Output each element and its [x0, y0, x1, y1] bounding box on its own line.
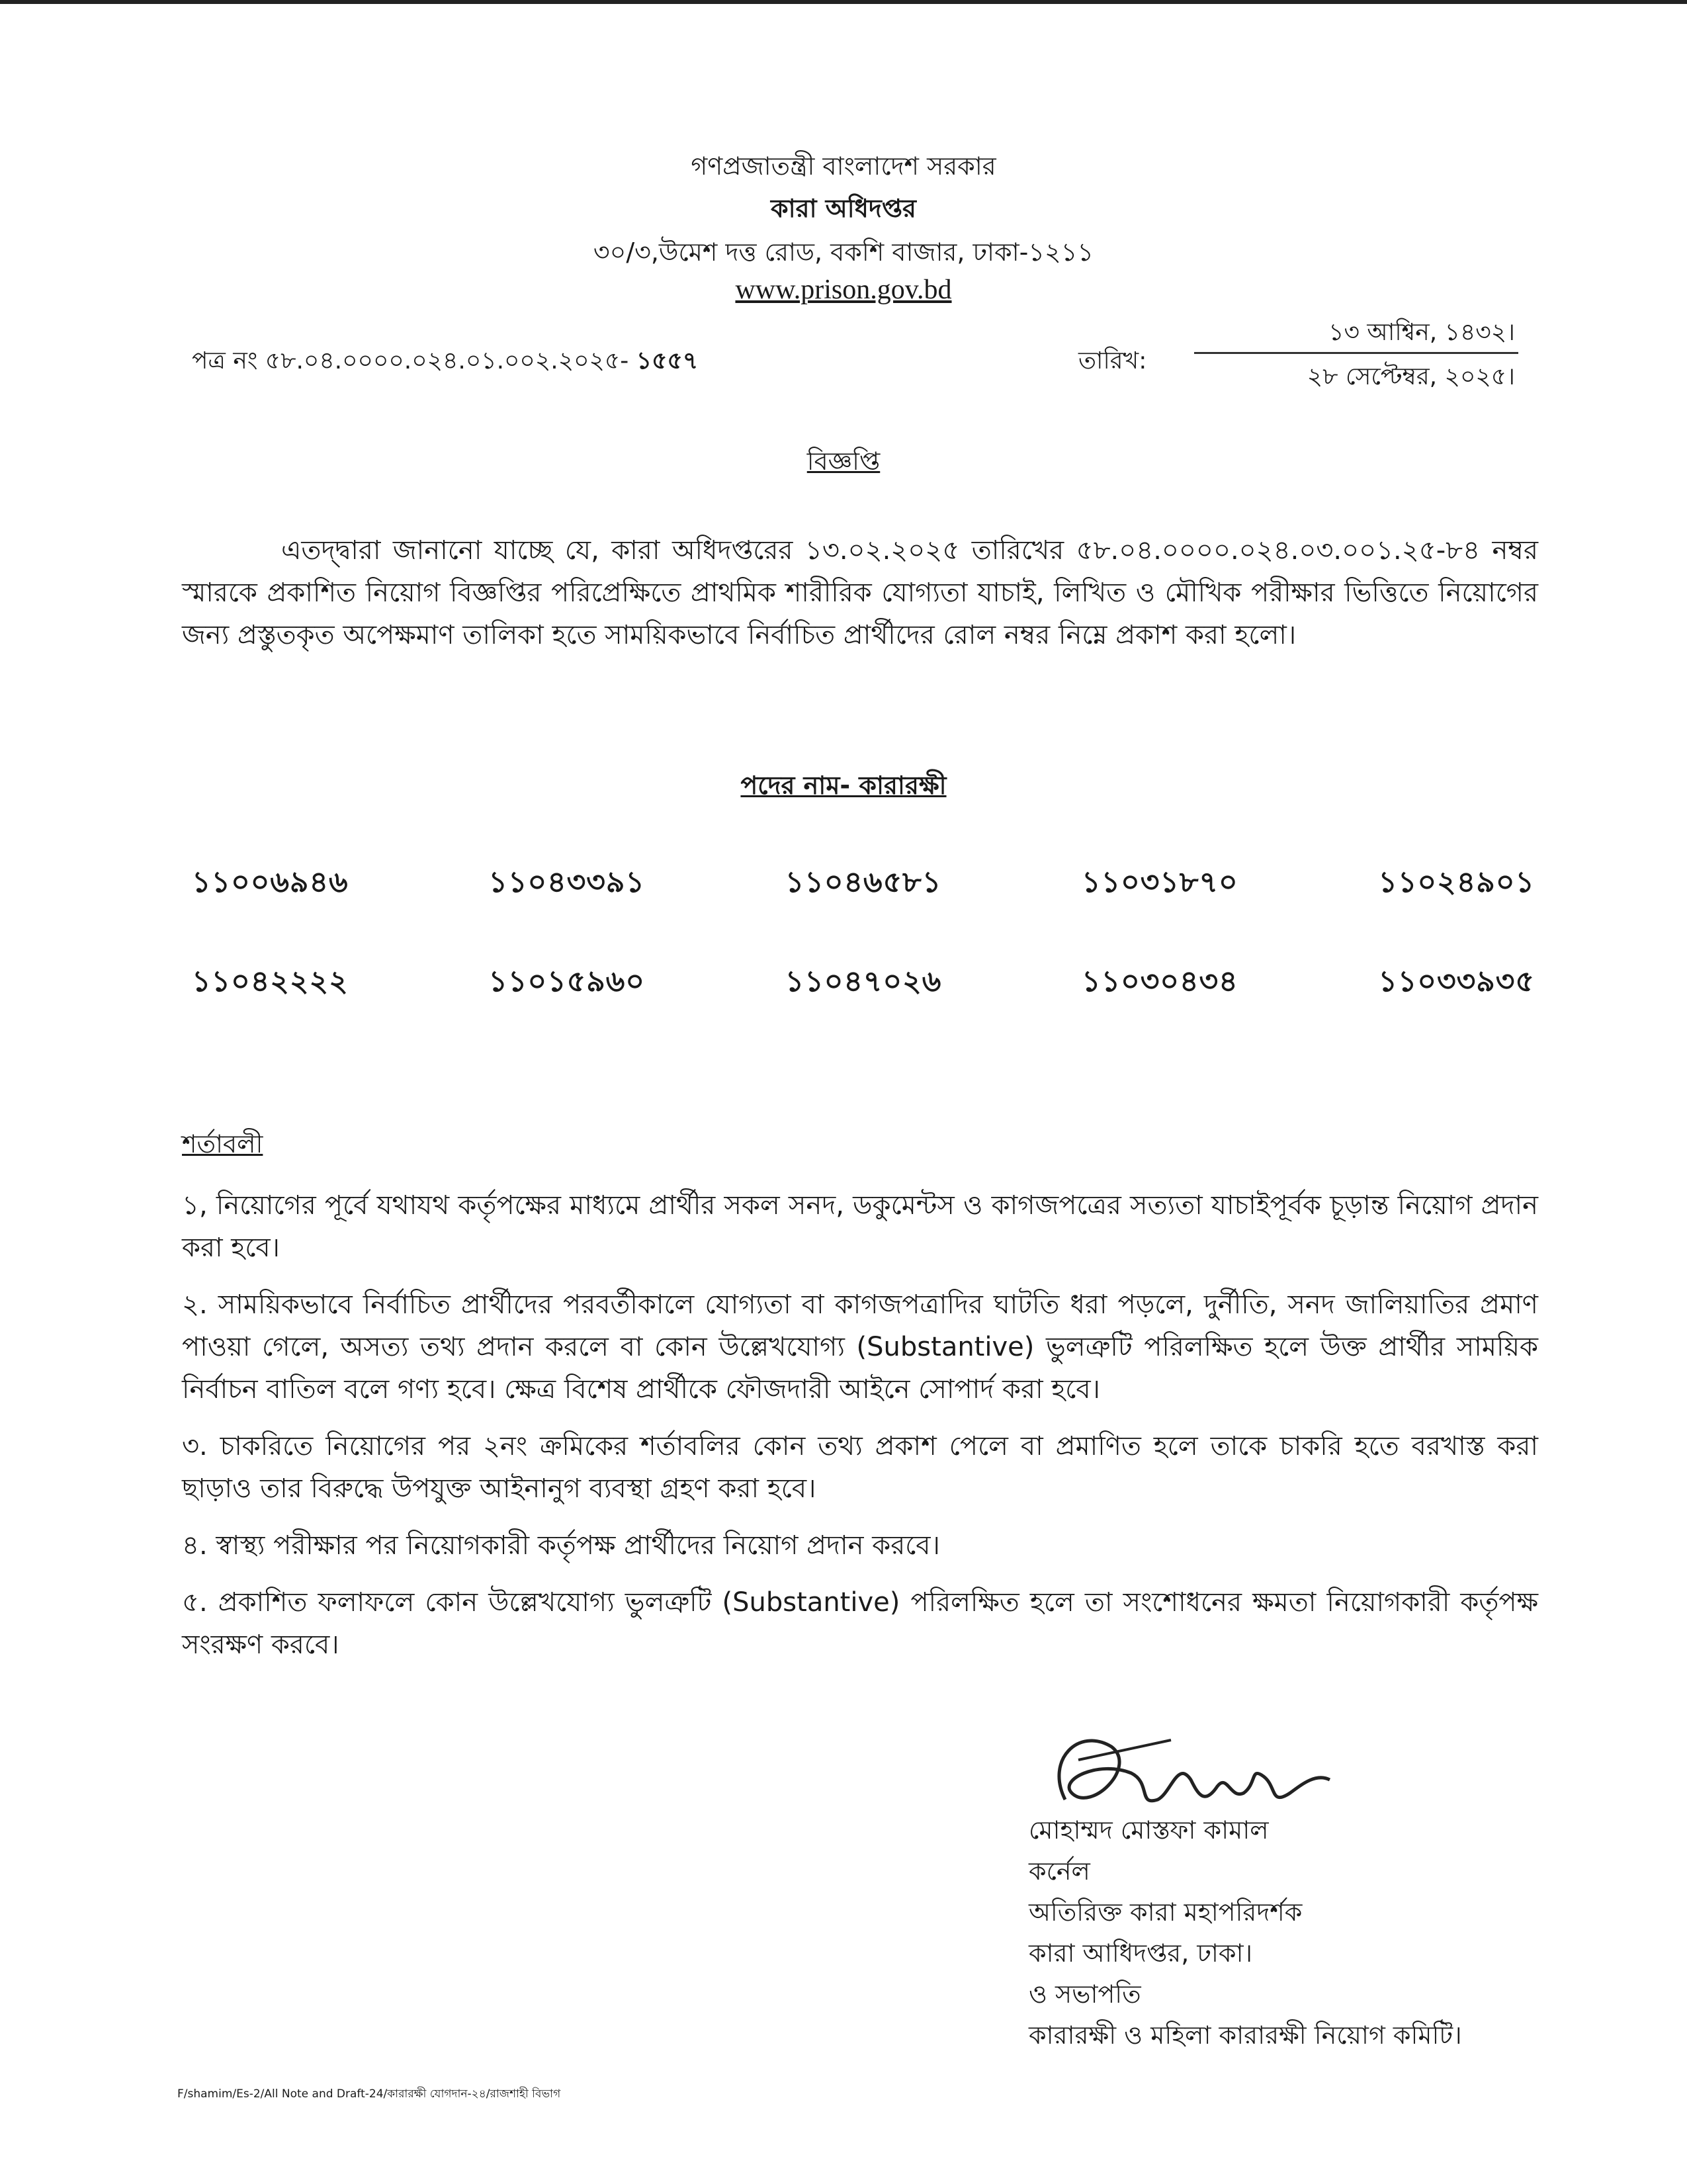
roll-number: ১১০৩৩৯৩৫: [1378, 965, 1535, 998]
condition-item: ১, নিয়োগের পূর্বে যথাযথ কর্তৃপক্ষের মাধ্যমে প্রার্থীর সকল সনদ, ডকুমেন্টস ও কাগজপত্রের সত্যতা যাচাইপূর্বক চূড়ান্ত নিয়োগ প্রদান করা হবে।: [182, 1190, 1538, 1263]
signatory-designation: অতিরিক্ত কারা মহাপরিদর্শক: [1029, 1898, 1303, 1927]
roll-number-table: [192, 860, 1535, 1008]
signatory-rank: কর্নেল: [1029, 1856, 1090, 1886]
condition-item: ২. সাময়িকভাবে নির্বাচিত প্রার্থীদের পরবর্তীকালে যোগ্যতা বা কাগজপত্রাদির ঘাটতি ধরা পড়লে, দুর্নীতি, সনদ জালিয়াতির প্রমাণ পাওয়া গেলে, অসত্য তথ্য প্রদান করলে বা কোন উল্লেখযোগ্য (Substantive) ভুলত্রুটি পরিলক্ষিত হলে উক্ত প্রার্থীর সাময়িক নির্বাচন বাতিল বলে গণ্য হবে। ক্ষেত্র বিশেষ প্রার্থীকে ফৌজদারী আইনে সোপার্দ করা হবে।: [182, 1289, 1538, 1405]
roll-number: ১১০০৬৯৪৬: [192, 865, 349, 899]
conditions-list: [182, 1184, 1538, 1681]
scan-edge: [0, 0, 1687, 4]
post-title: পদের নাম- কারারক্ষী: [740, 771, 947, 800]
reference-number: [192, 343, 698, 382]
signatory-office: কারা আধিদপ্তর, ঢাকা।: [1029, 1939, 1253, 1968]
roll-number: ১১০২৪৯০১: [1378, 865, 1535, 899]
date-divider: [1194, 352, 1518, 354]
notice-intro: এতদ্দ্বারা জানানো যাচ্ছে যে, কারা অধিদপ্তরের ১৩.০২.২০২৫ তারিখের ৫৮.০৪.০০০০.০২৪.০৩.০০১.২৫-৮৪ নম্বর স্মারকে প্রকাশিত নিয়োগ বিজ্ঞপ্তির পরিপ্রেক্ষিতে প্রাথমিক শারীরিক যোগ্যতা যাচাই, লিখিত ও মৌখিক পরীক্ষার ভিত্তিতে নিয়োগের জন্য প্রস্তুতকৃত অপেক্ষমাণ তালিকা হতে সাময়িকভাবে নির্বাচিত প্রার্থীদের রোল নম্বর নিম্নে প্রকাশ করা হলো।: [182, 535, 1538, 650]
government-name: গণপ্রজাতন্ত্রী বাংলাদেশ সরকার: [691, 152, 996, 181]
notice-title: বিজ্ঞপ্তি: [806, 447, 881, 476]
roll-number: ১১০৩১৮৭০: [1082, 865, 1238, 899]
condition-item: ৫. প্রকাশিত ফলাফলে কোন উল্লেখযোগ্য ভুলত্রুটি (Substantive) পরিলক্ষিত হলে তা সংশোধনের ক্ষমতা নিয়োগকারী কর্তৃপক্ষ সংরক্ষণ করবে।: [182, 1587, 1538, 1660]
condition-item: ৩. চাকরিতে নিয়োগের পর ২নং ক্রমিকের শর্তাবলির কোন তথ্য প্রকাশ পেলে বা প্রমাণিত হলে তাকে চাকরি হতে বরখাস্ত করা ছাড়াও তার বিরুদ্ধে উপযুক্ত আইনানুগ ব্যবস্থা গ্রহণ করা হবে।: [182, 1431, 1538, 1504]
signatory-block: [1029, 1810, 1462, 2056]
roll-number: ১১০৩০৪৩৪: [1082, 965, 1238, 998]
roll-number: ১১০১৫৯৬০: [488, 965, 645, 998]
office-address: ৩০/৩,উমেশ দত্ত রোড, বকশি বাজার, ঢাকা-১২১১: [593, 238, 1094, 267]
office-name: কারা অধিদপ্তর: [771, 194, 916, 223]
roll-row: [192, 959, 1535, 1008]
roll-number: ১১০৪৩৩৯১: [488, 865, 645, 899]
memo-number: ১৫৫৭: [636, 347, 699, 374]
roll-number: ১১০৪২২২২: [192, 965, 349, 998]
signatory-role: ও সভাপতি: [1029, 1980, 1141, 2009]
condition-item: ৪. স্বাস্থ্য পরীক্ষার পর নিয়োগকারী কর্তৃপক্ষ প্রার্থীদের নিয়োগ প্রদান করবে।: [182, 1530, 940, 1561]
signatory-name: মোহাম্মদ মোস্তফা কামাল: [1029, 1815, 1269, 1845]
signatory-committee: কারারক্ষী ও মহিলা কারারক্ষী নিয়োগ কমিটি।: [1029, 2021, 1462, 2050]
roll-number: ১১০৪৬৫৮১: [785, 865, 942, 899]
date-english: ২৮ সেপ্টেম্বর, ২০২৫।: [1307, 363, 1515, 390]
file-path: F/shamim/Es-2/All Note and Draft-24/কারারক্ষী যোগদান-২৪/রাজশাহী বিভাগ: [177, 2087, 561, 2101]
date-label: তারিখ:: [1078, 347, 1147, 374]
website-link[interactable]: www.prison.gov.bd: [735, 275, 952, 305]
date-bangla: ১৩ আশ্বিন, ১৪৩২।: [1328, 319, 1515, 346]
conditions-title: শর্তাবলী: [182, 1129, 263, 1158]
roll-row: [192, 860, 1535, 959]
reference-label: পত্র নং ৫৮.০৪.০০০০.০২৪.০১.০০২.২০২৫-: [192, 347, 629, 374]
roll-number: ১১০৪৭০২৬: [785, 965, 942, 998]
